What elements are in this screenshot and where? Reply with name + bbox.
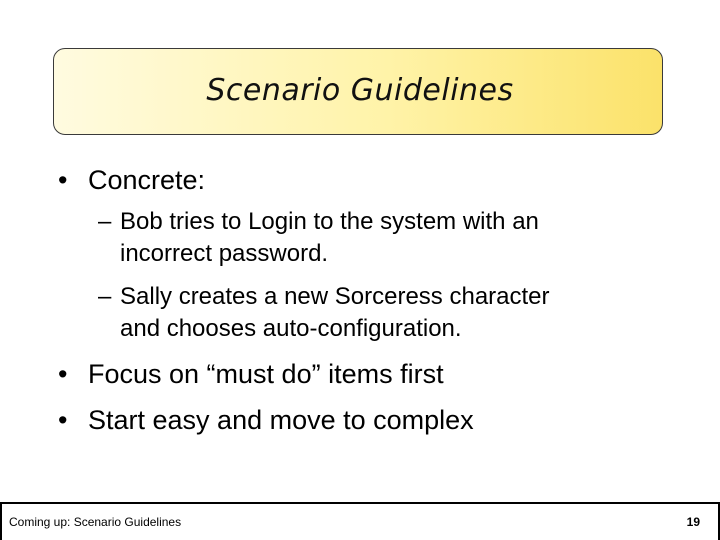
bullet-glyph: • (58, 359, 68, 389)
bullet-focus (58, 356, 444, 392)
subitem-sally (98, 281, 550, 345)
subitem-line2: incorrect password. (120, 240, 329, 267)
footer-bar (0, 502, 720, 540)
subitem-line2: and chooses auto-configuration. (120, 315, 462, 342)
footer-label: Coming up: Scenario Guidelines (9, 515, 182, 529)
bullet-text: Start easy and move to complex (88, 405, 474, 435)
bullet-text: Concrete: (88, 165, 206, 195)
subitem-line1: Bob tries to Login to the system with an (120, 208, 539, 235)
bullet-glyph: • (58, 165, 68, 195)
bullet-concrete (58, 162, 205, 198)
bullet-glyph: • (58, 405, 68, 435)
dash-glyph: – (98, 283, 112, 310)
dash-glyph: – (98, 208, 112, 235)
bullet-text: Focus on “must do” items first (88, 359, 444, 389)
slide-title: Scenario Guidelines (206, 73, 514, 108)
subitem-line1: Sally creates a new Sorceress character (120, 283, 550, 310)
subitem-bob (98, 206, 539, 270)
bullet-start-easy (58, 402, 474, 438)
page-number: 19 (686, 515, 700, 529)
